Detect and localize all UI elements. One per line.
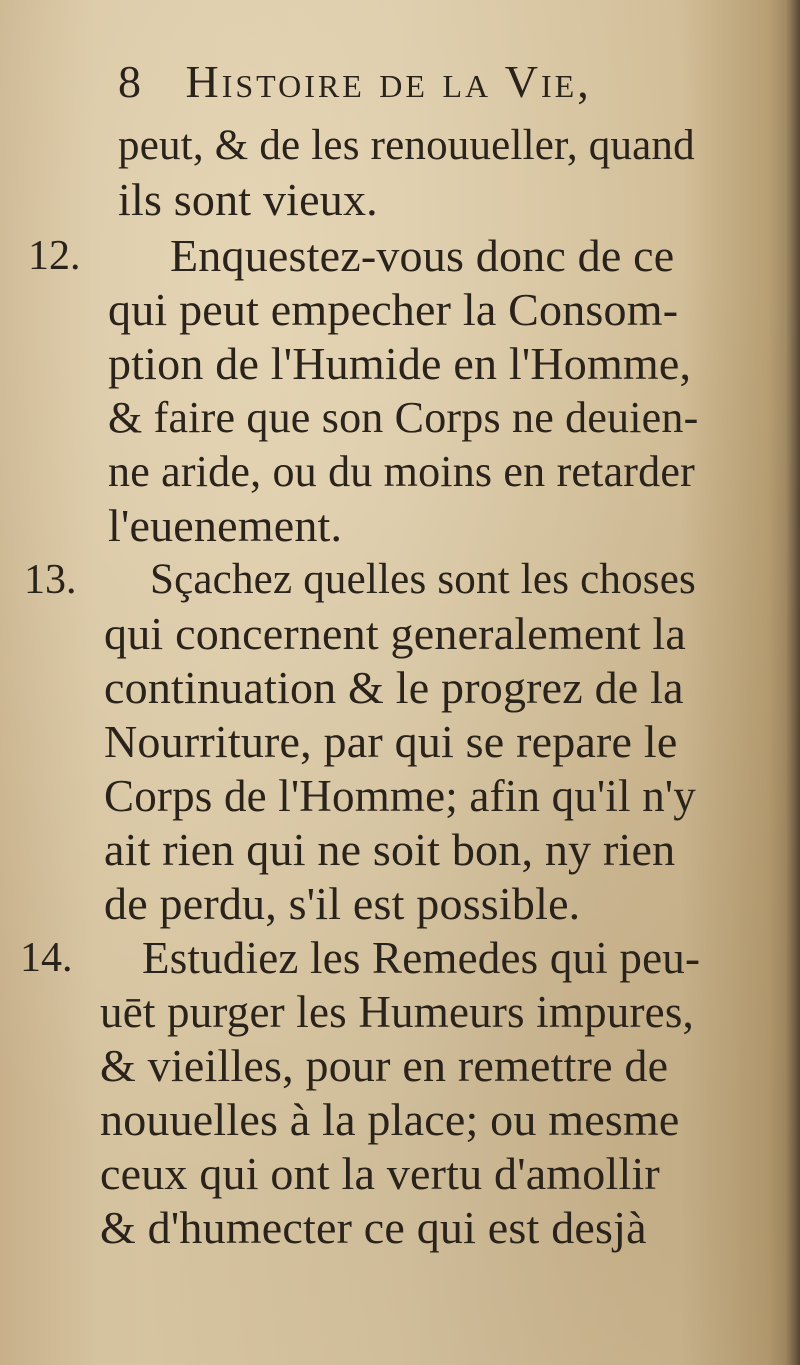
text-line: & d'humecter ce qui est desjà xyxy=(100,1202,647,1253)
text-line: Nourriture, par qui se repare le xyxy=(104,716,678,767)
running-head: Histoire de la Vie, xyxy=(185,56,592,107)
text-line: ait rien qui ne soit bon, ny rien xyxy=(104,824,676,875)
text-line: ption de l'Humide en l'Homme, xyxy=(108,338,692,389)
paragraph-number: 13. xyxy=(24,557,77,603)
text-line: Enquestez-vous donc de ce xyxy=(170,230,675,281)
page-number: 8 xyxy=(118,56,141,107)
text-line: uēt purger les Humeurs impures, xyxy=(100,987,694,1037)
text-line: & vieilles, pour en remettre de xyxy=(100,1040,669,1091)
text-line: & faire que son Corps ne deuien- xyxy=(108,393,699,442)
text-line: qui peut empecher la Consom- xyxy=(108,284,679,335)
text-line: l'euenement. xyxy=(108,500,343,551)
text-line: qui concernent generalement la xyxy=(104,608,686,659)
text-line: Sçachez quelles sont les choses xyxy=(150,556,696,603)
text-line: ils sont vieux. xyxy=(118,174,378,225)
text-line: ceux qui ont la vertu d'amollir xyxy=(100,1148,660,1199)
text-line: Corps de l'Homme; afin qu'il n'y xyxy=(104,771,696,821)
page-gutter-shadow xyxy=(786,0,800,1365)
page-header xyxy=(118,52,698,112)
text-line: Estudiez les Remedes qui peu- xyxy=(142,933,701,983)
paragraph-number: 12. xyxy=(28,233,81,279)
text-line: ne aride, ou du moins en retarder xyxy=(108,447,695,496)
paragraph-number: 14. xyxy=(20,935,73,981)
text-line: continuation & le progrez de la xyxy=(104,662,684,713)
text-line: de perdu, s'il est possible. xyxy=(104,878,581,929)
text-line: nouuelles à la place; ou mesme xyxy=(100,1094,680,1145)
text-line: peut, & de les renouueller, quand xyxy=(118,122,695,169)
